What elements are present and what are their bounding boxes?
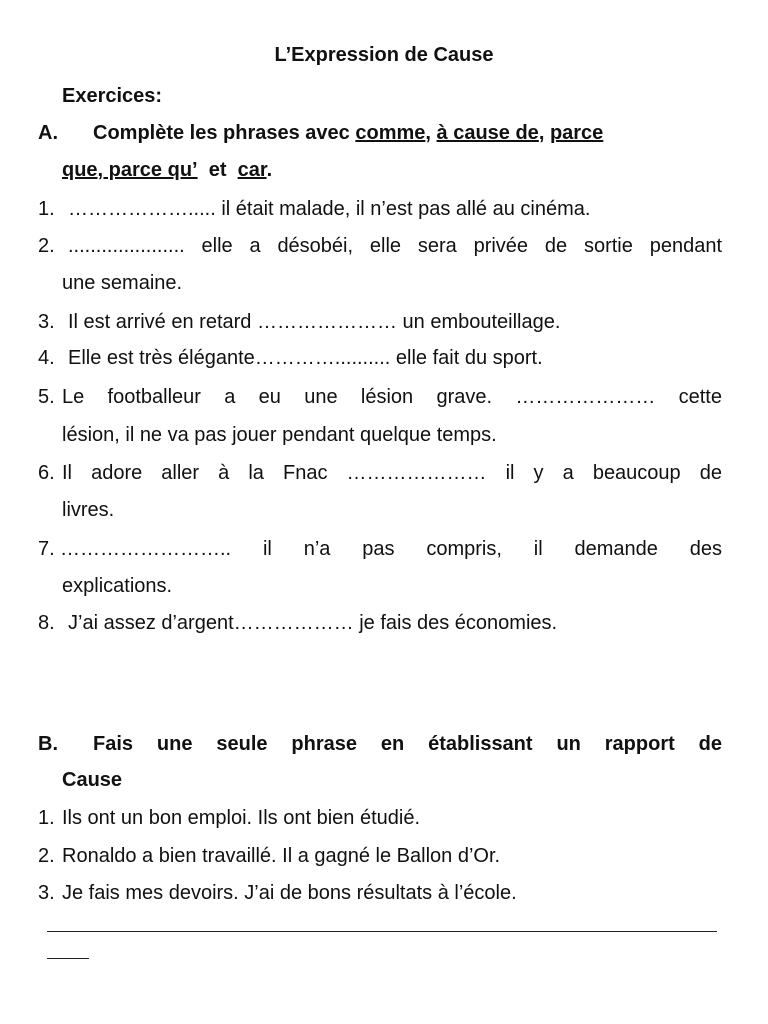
item-number: 7. — [38, 538, 55, 560]
period: . — [266, 159, 273, 181]
exercise-a-8: J’ai assez d’argent……………… je fais des économies. — [68, 612, 558, 634]
item-number: 4. — [38, 347, 55, 369]
exercise-a-7: …………………….. il n’a pas compris, il demande des — [60, 538, 722, 560]
exercise-a-5: Le footballeur a eu une lésion grave. ………………… cette — [62, 386, 722, 408]
keyword-comme: comme — [355, 122, 426, 144]
page-title: L’Expression de Cause — [274, 44, 494, 66]
comma: , — [425, 122, 431, 144]
section-b-instruction-line2: Cause — [62, 769, 123, 791]
keyword-parce-que: que, parce qu’ — [62, 159, 198, 181]
item-number: 5. — [38, 386, 55, 408]
item-number: 6. — [38, 462, 55, 484]
section-a-instruction — [93, 121, 603, 145]
section-b-instruction: Fais une seule phrase en établissant un rapport de — [93, 733, 722, 755]
item-number: 3. — [38, 882, 55, 904]
exercise-b-2: Ronaldo a bien travaillé. Il a gagné le Ballon d’Or. — [62, 845, 501, 867]
and-word: et — [208, 159, 227, 181]
exercise-a-5-cont: lésion, il ne va pas jouer pendant quelque temps. — [62, 424, 497, 446]
exercise-a-3: Il est arrivé en retard ………………… un embouteillage. — [68, 311, 561, 333]
keyword-parce: parce — [549, 122, 604, 144]
comma: , — [538, 122, 545, 144]
section-b-letter: B. — [38, 733, 58, 755]
section-a-letter: A. — [38, 122, 58, 144]
keyword-car: car — [237, 159, 267, 181]
item-number: 1. — [38, 198, 55, 220]
section-a-instruction-line2 — [62, 158, 272, 182]
exercise-a-2-cont: une semaine. — [62, 272, 183, 294]
answer-line — [47, 931, 717, 932]
item-number: 2. — [38, 235, 55, 257]
exercise-a-6: Il adore aller à la Fnac ………………… il y a beaucoup de — [62, 462, 722, 484]
exercise-a-7-cont: explications. — [62, 575, 173, 597]
instruction-text: Complète les phrases avec — [93, 122, 350, 144]
exercise-b-1: Ils ont un bon emploi. Ils ont bien étudié. — [62, 807, 421, 829]
exercise-b-3: Je fais mes devoirs. J’ai de bons résultats à l’école. — [62, 882, 517, 904]
exercices-heading: Exercices: — [62, 85, 163, 107]
keyword-a-cause-de: à cause de — [436, 122, 539, 144]
exercise-a-4: Elle est très élégante………….......... elle fait du sport. — [68, 347, 543, 369]
item-number: 2. — [38, 845, 55, 867]
exercise-a-2: ..................... elle a désobéi, elle sera privée de sortie pendant — [68, 235, 722, 257]
exercise-a-1: ………………..... il était malade, il n’est pas allé au cinéma. — [68, 198, 591, 220]
item-number: 3. — [38, 311, 55, 333]
item-number: 8. — [38, 612, 55, 634]
item-number: 1. — [38, 807, 55, 829]
answer-line-end — [47, 958, 89, 959]
exercise-a-6-cont: livres. — [62, 499, 115, 521]
